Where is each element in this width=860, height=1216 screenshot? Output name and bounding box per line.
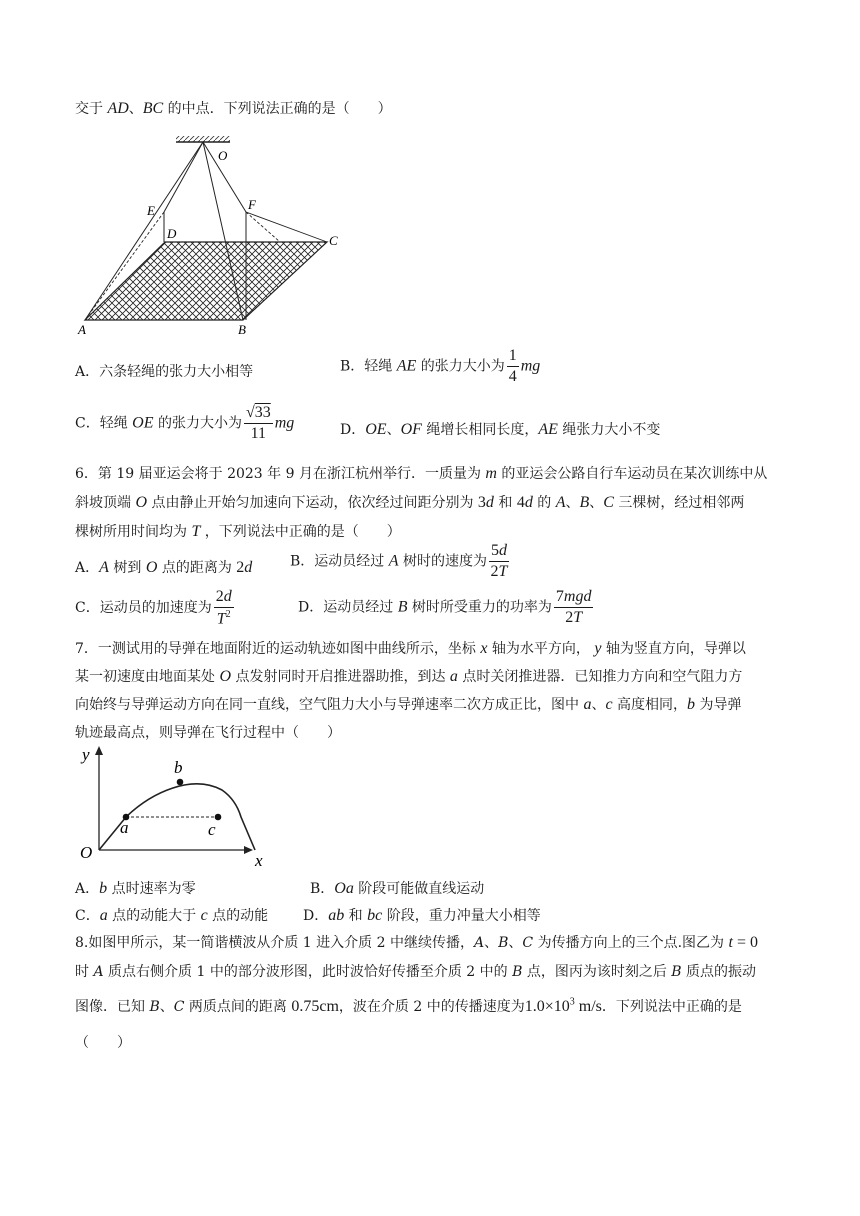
q5-option-c[interactable]: C．轻绳 OE 的张力大小为 $\frac{√33}{11}$ mg: [75, 404, 295, 442]
q6-option-c[interactable]: C．运动员的加速度为 $\frac{2d}{T^2}$: [75, 588, 232, 628]
q7-option-b[interactable]: B．Oa 阶段可能做直线运动: [310, 880, 485, 897]
q7-trajectory-figure: [72, 742, 277, 870]
q8-stem-line3: 图像．已知 B、C 两质点间的距离 0.75cm，波在介质 2 中的传播速度为$1.0\times 10^3$ m/s．下列说法中正确的是: [75, 996, 742, 1015]
q5-net-figure: [70, 135, 360, 340]
q7-stem-line4: 轨迹最高点，则导弹在飞行过程中（ ）: [75, 725, 341, 741]
q7-stem-line2: 某一初速度由地面某处 O 点发射同时开启推进器助推，到达 a 点时关闭推进器．已知推力方向和空气阻力方: [75, 668, 743, 685]
label-b: b: [174, 758, 183, 777]
label-O: O: [218, 148, 228, 163]
q6-option-b[interactable]: B．运动员经过 A 树时的速度为 $\frac{5d}{2T}$: [290, 542, 508, 580]
label-A: A: [78, 322, 86, 337]
q8-stem-line2: 时 A 质点右侧介质 1 中的部分波形图，此时波恰好传播至介质 2 中的 B 点，图丙为该时刻之后 B 质点的振动: [75, 964, 757, 980]
label-E: E: [147, 203, 155, 218]
q7-stem-line3: 向始终与导弹运动方向在同一直线，空气阻力大小与导弹速率二次方成正比，图中 a、c 高度相同，b 为导弹: [75, 696, 742, 713]
q5-option-d[interactable]: D．OE、OF 绳增长相同长度，AE 绳张力大小不变: [340, 421, 661, 438]
q7-option-c[interactable]: C．a 点的动能大于 c 点的动能: [75, 907, 269, 924]
q7-stem-line1: 7．一测试用的导弹在地面附近的运动轨迹如图中曲线所示，坐标 x 轴为水平方向， y 轴为竖直方向，导弹以: [75, 640, 746, 657]
label-y: y: [82, 745, 90, 764]
label-F: F: [248, 197, 256, 212]
label-D: D: [167, 226, 177, 241]
q8-stem-line1: 8.如图甲所示，某一简谐横波从介质 1 进入介质 2 中继续传播，A、B、C 为传播方向上的三个点.图乙为 t = 0: [75, 934, 758, 951]
q5-option-a[interactable]: A．六条轻绳的张力大小相等: [75, 364, 254, 380]
label-origin: O: [80, 843, 93, 862]
q6-stem-line1: 6．第 19 届亚运会将于 2023 年 9 月在浙江杭州举行．一质量为 m 的亚运会公路自行车运动员在某次训练中从: [75, 465, 768, 482]
q6-stem-line3: 棵树所用时间均为 T ，下列说法中正确的是（ ）: [75, 523, 401, 540]
q5-option-b[interactable]: B．轻绳 AE 的张力大小为 $\frac{1}{4}$ mg: [340, 347, 541, 385]
q7-option-a[interactable]: A．b 点时速率为零: [75, 880, 196, 897]
q8-stem-line4: （ ）: [75, 1035, 131, 1051]
label-a: a: [120, 818, 129, 837]
q6-option-d[interactable]: D．运动员经过 B 树时所受重力的功率为 $\frac{\text{7mgd}}{2T}$: [298, 588, 592, 626]
label-c: c: [208, 820, 216, 839]
q7-option-d[interactable]: D．ab 和 bc 阶段，重力冲量大小相等: [303, 907, 541, 924]
q5-stem-tail: 交于 AD、BC 的中点．下列说法正确的是（ ）: [75, 100, 392, 117]
label-B: B: [238, 322, 246, 337]
q6-stem-line2: 斜坡顶端 O 点由静止开始匀加速向下运动，依次经过间距分别为 3d 和 4d 的 A、B、C 三棵树，经过相邻两: [75, 494, 745, 511]
label-x: x: [255, 851, 263, 870]
label-C: C: [329, 233, 338, 248]
q6-option-a[interactable]: A．A 树到 O 点的距离为 2d: [75, 559, 253, 576]
